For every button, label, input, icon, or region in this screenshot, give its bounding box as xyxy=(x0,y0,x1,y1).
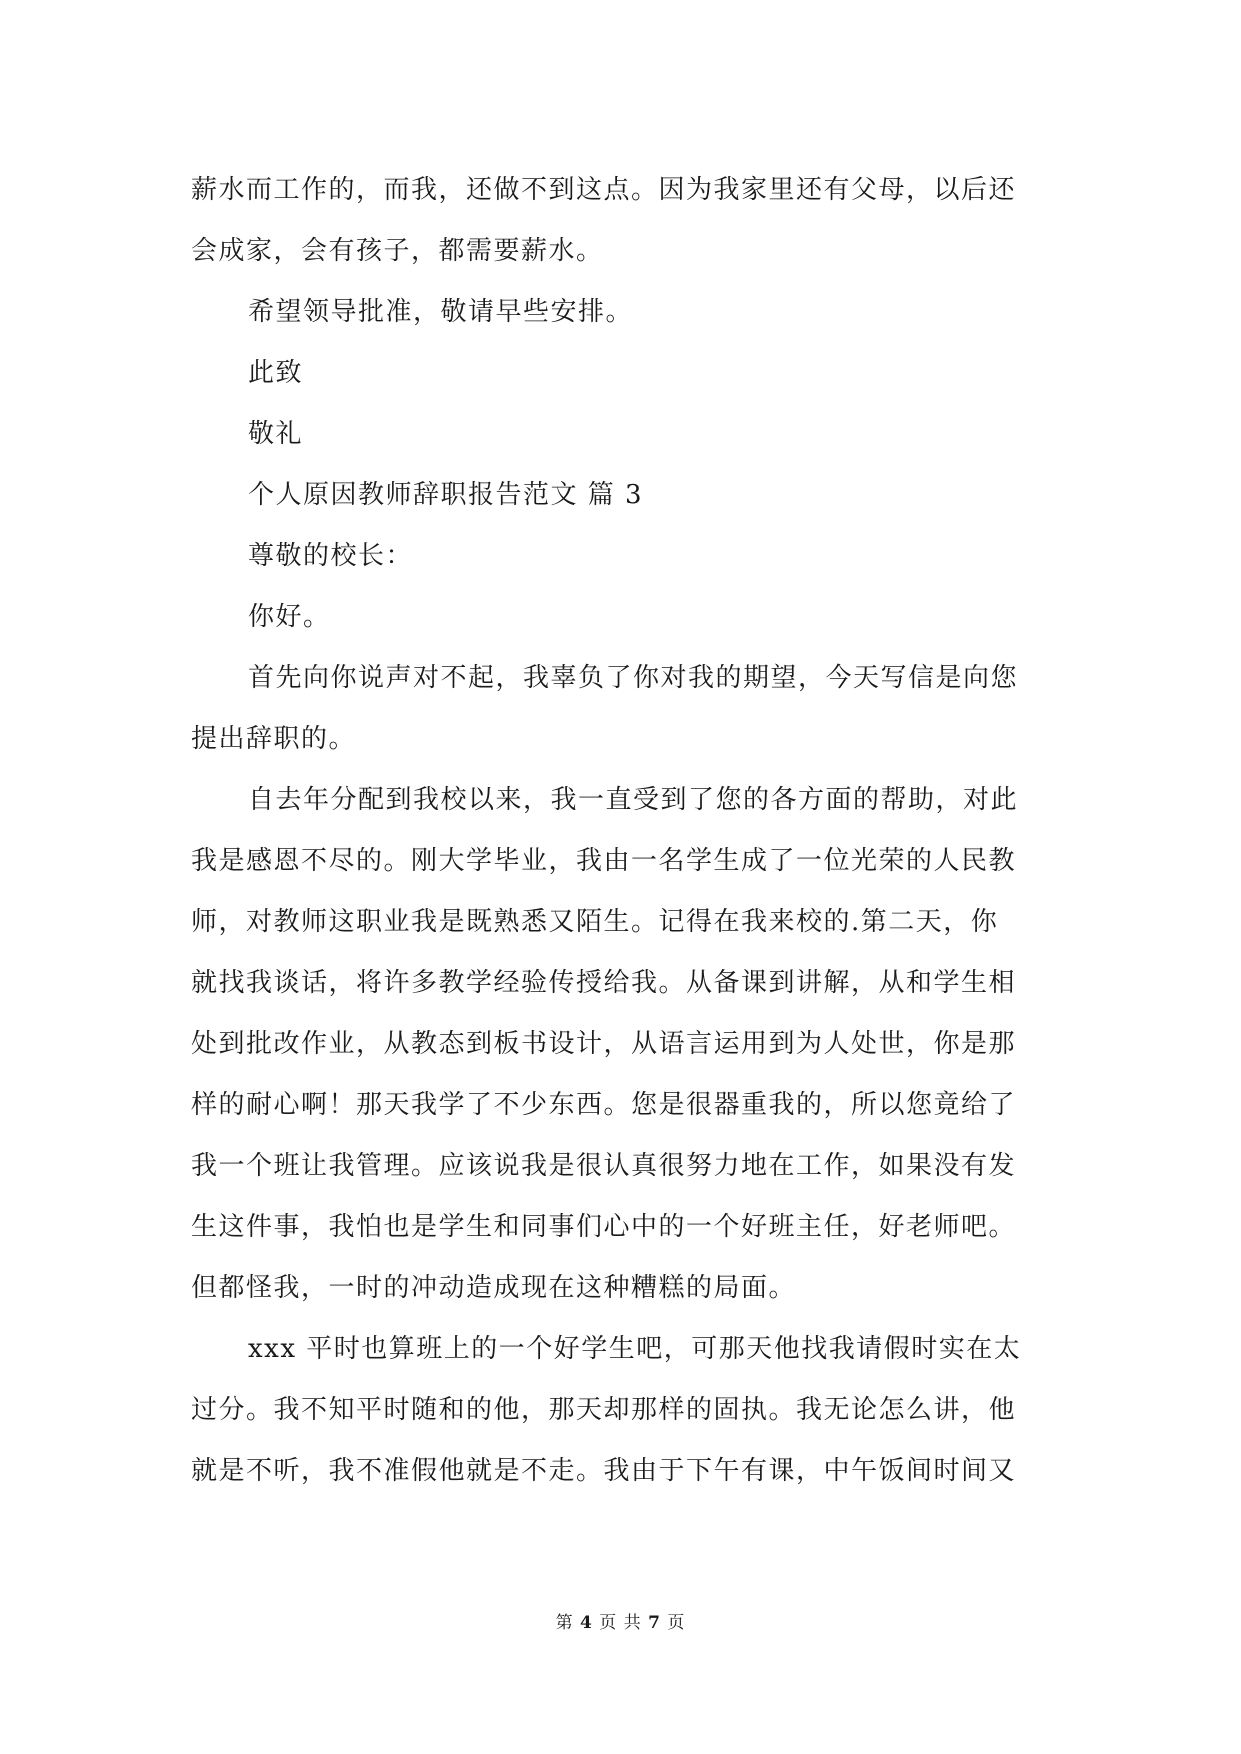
text-line: 就找我谈话，将许多教学经验传授给我。从备课到讲解，从和学生相 xyxy=(191,968,1017,998)
text-line: 过分。我不知平时随和的他，那天却那样的固执。我无论怎么讲，他 xyxy=(191,1395,1017,1425)
page-footer xyxy=(0,1611,1241,1635)
text-line: 会成家，会有孩子，都需要薪水。 xyxy=(191,236,604,266)
footer-current-page: 4 xyxy=(580,1613,593,1633)
text-line: 处到批改作业，从教态到板书设计，从语言运用到为人处世，你是那 xyxy=(191,1029,1017,1059)
text-line: 提出辞职的。 xyxy=(191,724,357,754)
text-line: 薪水而工作的，而我，还做不到这点。因为我家里还有父母，以后还 xyxy=(191,175,1017,205)
text-line: 希望领导批准，敬请早些安排。 xyxy=(248,297,634,327)
text-line: 自去年分配到我校以来，我一直受到了您的各方面的帮助，对此 xyxy=(248,785,1019,815)
text-line: 敬礼 xyxy=(248,419,304,449)
text-line: 首先向你说声对不起，我辜负了你对我的期望，今天写信是向您 xyxy=(248,663,1019,693)
document-body xyxy=(191,160,1051,1502)
text-line: 师，对教师这职业我是既熟悉又陌生。记得在我来校的.第二天，你 xyxy=(191,907,999,937)
text-line: 个人原因教师辞职报告范文 篇 3 xyxy=(248,480,644,510)
text-line: 尊敬的校长： xyxy=(248,541,414,571)
text-line: 生这件事，我怕也是学生和同事们心中的一个好班主任，好老师吧。 xyxy=(191,1212,1017,1242)
text-line: 就是不听，我不准假他就是不走。我由于下午有课，中午饭间时间又 xyxy=(191,1456,1017,1486)
text-line: 我一个班让我管理。应该说我是很认真很努力地在工作，如果没有发 xyxy=(191,1151,1017,1181)
footer-total-pages: 7 xyxy=(648,1613,661,1633)
text-line: 此致 xyxy=(248,358,304,388)
text-line: 但都怪我，一时的冲动造成现在这种糟糕的局面。 xyxy=(191,1273,797,1303)
text-line: 你好。 xyxy=(248,602,331,632)
text-line: 样的耐心啊！那天我学了不少东西。您是很器重我的，所以您竟给了 xyxy=(191,1090,1017,1120)
footer-middle: 页 共 xyxy=(599,1613,642,1633)
text-line: xxx 平时也算班上的一个好学生吧，可那天他找我请假时实在太 xyxy=(248,1334,1022,1364)
footer-suffix: 页 xyxy=(667,1613,686,1633)
footer-prefix: 第 xyxy=(555,1613,574,1633)
text-line: 我是感恩不尽的。刚大学毕业，我由一名学生成了一位光荣的人民教 xyxy=(191,846,1017,876)
